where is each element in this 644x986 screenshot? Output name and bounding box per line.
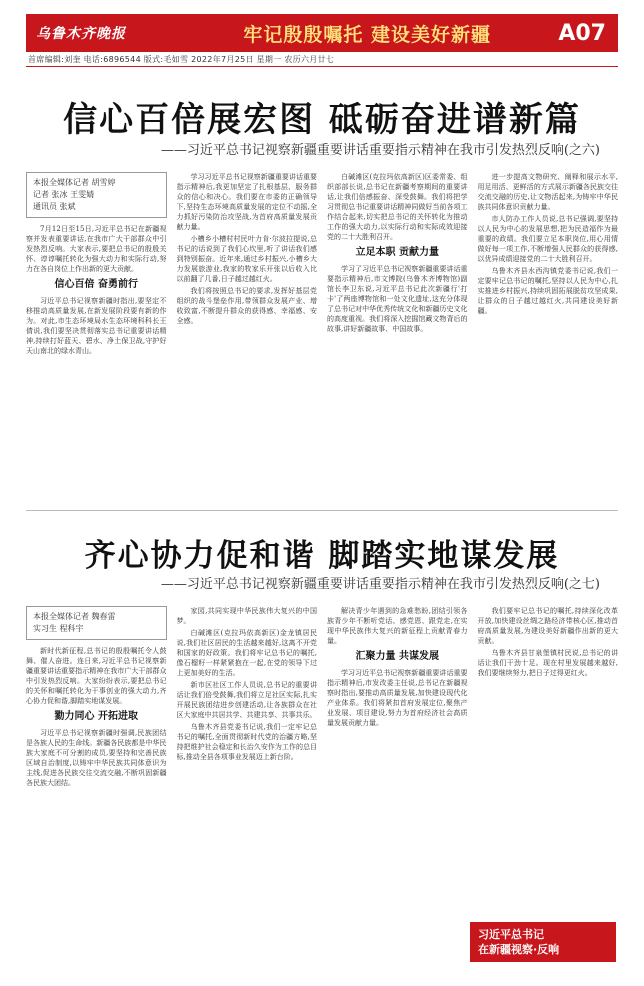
page-number: A07 (558, 20, 606, 46)
article2-col-3 (327, 606, 468, 966)
paragraph: 乌鲁木齐县水西沟镇党委书记说,我们一定要牢记总书记的嘱托,坚持以人民为中心,扎实推进乡村振兴,持续巩固拓展脱贫攻坚成果,让群众的日子越过越红火,共同建设美好新疆。 (477, 267, 618, 315)
paragraph: 市人防办工作人员说,总书记强调,要坚持以人民为中心的发展思想,把为民造福作为最重要的政绩。我们要立足本职岗位,用心用情做好每一项工作,不断增强人民群众的获得感,以优异成绩迎接党的二十大胜利召开。 (477, 215, 618, 263)
article1-col-1 (26, 172, 167, 492)
byline-line: 通讯员 张斌 (33, 202, 76, 211)
paragraph: 小槽乡小槽村村民叶力肯·尔波拉提说,总书记的话说到了我们心坎里,听了讲话我们感到特别振奋。近年来,通过乡村振兴,小槽乡大力发展旅游业,我家的牧家乐开张以后收入比以前翻了几番,日子越过越红火。 (176, 235, 317, 283)
paragraph: 家园,共同实现中华民族伟大复兴的中国梦。 (176, 607, 317, 625)
article-divider (26, 510, 618, 511)
section-subhead: 信心百倍 奋勇前行 (54, 279, 138, 290)
paragraph: 乌鲁木齐县甘泉堡镇村民说,总书记的讲话让我们干劲十足。现在村里发展越来越好,我们要继续努力,把日子过得更红火。 (477, 649, 618, 677)
article1-col-2 (177, 172, 318, 492)
article2-col-1 (26, 606, 167, 966)
paragraph: 解决青少年遇到的急难愁盼,团结引领各族青少年不断听党话、感党恩、跟党走,在实现中华民族伟大复兴的新征程上贡献青春力量。 (327, 607, 468, 645)
article2-body (26, 606, 618, 966)
article2-headline: 齐心协力促和谐 脚踏实地谋发展 (84, 538, 560, 574)
paragraph: 新时代新征程,总书记的殷殷嘱托令人鼓舞、催人奋进。连日来,习近平总书记视察新疆重要讲话重要指示精神在我市广大干部群众中引发热烈反响。大家纷纷表示,要把总书记的关怀和嘱托转化为干事创业的强大动力,齐心协力促和谐,脚踏实地谋发展。 (26, 647, 167, 705)
byline-line: 本报全媒体记者 魏春雷 (33, 612, 116, 621)
article2-col-2 (177, 606, 318, 966)
paragraph: 7月12日至15日,习近平总书记在新疆视察并发表重要讲话,在我市广大干部群众中引发热烈反响。大家表示,要把总书记的殷殷关怀、谆谆嘱托转化为强大动力和实际行动,努力在各自岗位上作出新的更大贡献。 (26, 225, 167, 273)
byline-line: 实习生 程科宇 (33, 624, 84, 633)
section-subhead: 汇聚力量 共谋发展 (355, 651, 439, 662)
column-stamp (470, 922, 616, 962)
paragraph: 白碱滩区(克拉玛依高新区)区委常委、组织部部长说,总书记在新疆考察期间的重要讲话,让我们倍感振奋、深受鼓舞。我们将把学习贯彻总书记重要讲话精神同做好当前各项工作结合起来,切实把总书记的关怀转化为推动工作的强大动力,以实际行动和实际成效迎接党的二十大胜利召开。 (327, 173, 468, 241)
paragraph: 习近平总书记视察新疆时指出,要坚定不移推动高质量发展,在新发展阶段要有新的作为。对此,市生态环境局水生态环境科科长王倩说,我们要坚决贯彻落实总书记重要讲话精神,持续打好蓝天、碧水、净土保卫战,守护好天山南北的绿水青山。 (26, 297, 167, 355)
article2-subtitle: ——习近平总书记视察新疆重要讲话重要指示精神在我市引发热烈反响(之七) (160, 577, 600, 592)
paragraph: 学习习近平总书记视察新疆重要讲话重要指示精神后,我更加坚定了扎根基层、服务群众的信心和决心。我们要在市委的正确领导下,坚持生态环境高质量发展的定位不动摇,全力抓好污染防治攻坚战,为首府高质量发展贡献力量。 (176, 173, 317, 231)
article1-headline: 信心百倍展宏图 砥砺奋进谱新篇 (63, 100, 581, 140)
stamp-line: 在新疆视察·反响 (478, 943, 560, 956)
paragraph: 我们要牢记总书记的嘱托,持续深化改革开放,加快建设丝绸之路经济带核心区,推动首府高质量发展,为建设美好新疆作出新的更大贡献。 (477, 607, 618, 645)
stamp-line: 习近平总书记 (478, 928, 544, 941)
header-rule (26, 66, 618, 67)
paragraph: 我们将按照总书记的要求,发挥好基层党组织的战斗堡垒作用,带领群众发展产业、增收致富,不断提升群众的获得感、幸福感、安全感。 (176, 287, 317, 325)
paragraph: 新市区社区工作人员说,总书记的重要讲话让我们倍受鼓舞,我们将立足社区实际,扎实开展民族团结进步创建活动,让各族群众在社区大家庭中共居共学、共建共享、共事共乐。 (176, 681, 317, 719)
article2-col-4 (478, 606, 619, 966)
section-subhead: 立足本职 贡献力量 (355, 247, 439, 258)
paragraph: 进一步提高文物研究、阐释和展示水平,用足用活、更鲜活的方式展示新疆各民族交往交流交融的历史,让文物活起来,为铸牢中华民族共同体意识贡献力量。 (477, 173, 618, 211)
masthead (26, 14, 618, 52)
article1-body (26, 172, 618, 492)
paragraph: 学习习近平总书记视察新疆重要讲话重要指示精神后,市发改委主任说,总书记在新疆视察时指出,要推动高质量发展,加快建设现代化产业体系。我们将紧扣首府发展定位,聚焦产业发展、项目建设,努力为首府经济社会高质量发展贡献力量。 (327, 669, 468, 727)
byline-line: 记者 张冰 王雯婧 (33, 190, 95, 199)
paragraph: 白碱滩区(克拉玛依高新区)金龙镇居民说,我们社区居民的生活越来越好,这离不开党和国家的好政策。我们将牢记总书记的嘱托,像石榴籽一样紧紧抱在一起,在党的领导下过上更加美好的生活。 (176, 629, 317, 677)
article1-col-3 (327, 172, 468, 492)
article1-byline (26, 172, 167, 218)
editor-info-line: 首席编辑:刘奎 电话:6896544 版式:毛如雪 2022年7月25日 星期一 农历六月廿七 (28, 55, 335, 64)
article2-byline (26, 606, 167, 640)
byline-line: 本报全媒体记者 胡雪婷 (33, 178, 116, 187)
article1-subtitle: ——习近平总书记视察新疆重要讲话重要指示精神在我市引发热烈反响(之六) (160, 143, 600, 158)
paragraph: 学习了习近平总书记视察新疆重要讲话重要指示精神后,市文博院(乌鲁木齐博物馆)副馆长李卫东说,习近平总书记此次新疆行'打卡'了两座博物馆和一处文化遗址,这充分体现了总书记对中华优秀传统文化和新疆历史文化的高度重视。我们将深入挖掘馆藏文物背后的故事,讲好新疆故事、中国故事。 (327, 265, 468, 333)
section-subhead: 勠力同心 开拓进取 (54, 711, 138, 722)
paper-name: 乌鲁木齐晚报 (36, 26, 126, 42)
paragraph: 乌鲁木齐县党委书记说,我们一定牢记总书记的嘱托,全面贯彻新时代党的治疆方略,坚持把维护社会稳定和长治久安作为工作的总目标,推动全县各项事业发展迈上新台阶。 (176, 723, 317, 761)
article1-col-4 (478, 172, 619, 492)
page-slogan: 牢记殷殷嘱托 建设美好新疆 (243, 23, 491, 46)
paragraph: 习近平总书记视察新疆时强调,民族团结是各族人民的生命线。新疆各民族都是中华民族大家庭不可分割的成员,要坚持和完善民族区域自治制度,以铸牢中华民族共同体意识为主线,促进各民族交往交流交融,不断巩固新疆各民族大团结。 (26, 729, 167, 787)
